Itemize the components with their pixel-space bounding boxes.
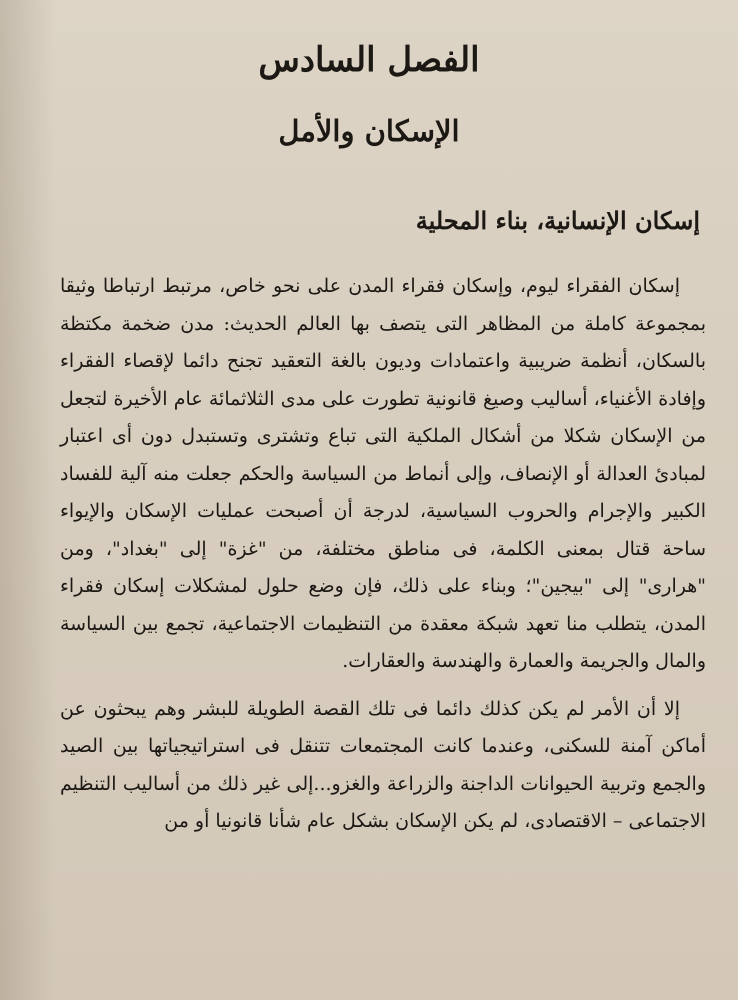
paragraph-1: إسكان الفقراء ليوم، وإسكان فقراء المدن على نحو خاص، مرتبط ارتباطا وثيقا بمجموعة كاملة من المظاهر التى يتصف بها العالم الحديث: مدن ضخمة مكتظة بالسكان، أنظمة ضريبية واعتمادات وديون بالغة التعقيد تجنح دائما لإقصاء الفقراء وإفادة الأغنياء، أساليب وصيغ قانونية تطورت على مدى الثلاثمائة عام الأخيرة لتجعل من الإسكان شكلا من أشكال الملكية التى تباع وتشترى وتستبدل دون أى اعتبار لمبادئ العدالة أو الإنصاف، وإلى أنماط من السياسة والحكم جعلت منه آلية للفساد الكبير والإجرام والحروب السياسية، لدرجة أن أصبحت عمليات الإسكان والإيواء ساحة قتال بمعنى الكلمة، فى مناطق مختلفة، من "غزة" إلى "بغداد"، ومن "هرارى" إلى "بيجين"؛ وبناء على ذلك، فإن وضع حلول لمشكلات إسكان فقراء المدن، يتطلب منا تعهد شبكة معقدة من التنظيمات الاجتماعية، تجمع بين السياسة والمال والجريمة والعمارة والهندسة والعقارات.	[60, 275, 706, 672]
chapter-subtitle: الإسكان والأمل	[278, 114, 460, 148]
paragraph-2: إلا أن الأمر لم يكن كذلك دائما فى تلك القصة الطويلة للبشر وهم يبحثون عن أماكن آمنة للسكنى، وعندما كانت المجتمعات تتنقل فى استراتيجياتها بين الصيد والجمع وتربية الحيوانات الداجنة والزراعة والغزو...إلى غير ذلك من أساليب التنظيم الاجتماعى – الاقتصادى، لم يكن الإسكان بشكل عام شأنا قانونيا أو من	[60, 697, 706, 832]
body-text	[60, 268, 706, 841]
chapter-title: الفصل السادس	[258, 40, 480, 80]
section-heading: إسكان الإنسانية، بناء المحلية	[415, 206, 700, 235]
